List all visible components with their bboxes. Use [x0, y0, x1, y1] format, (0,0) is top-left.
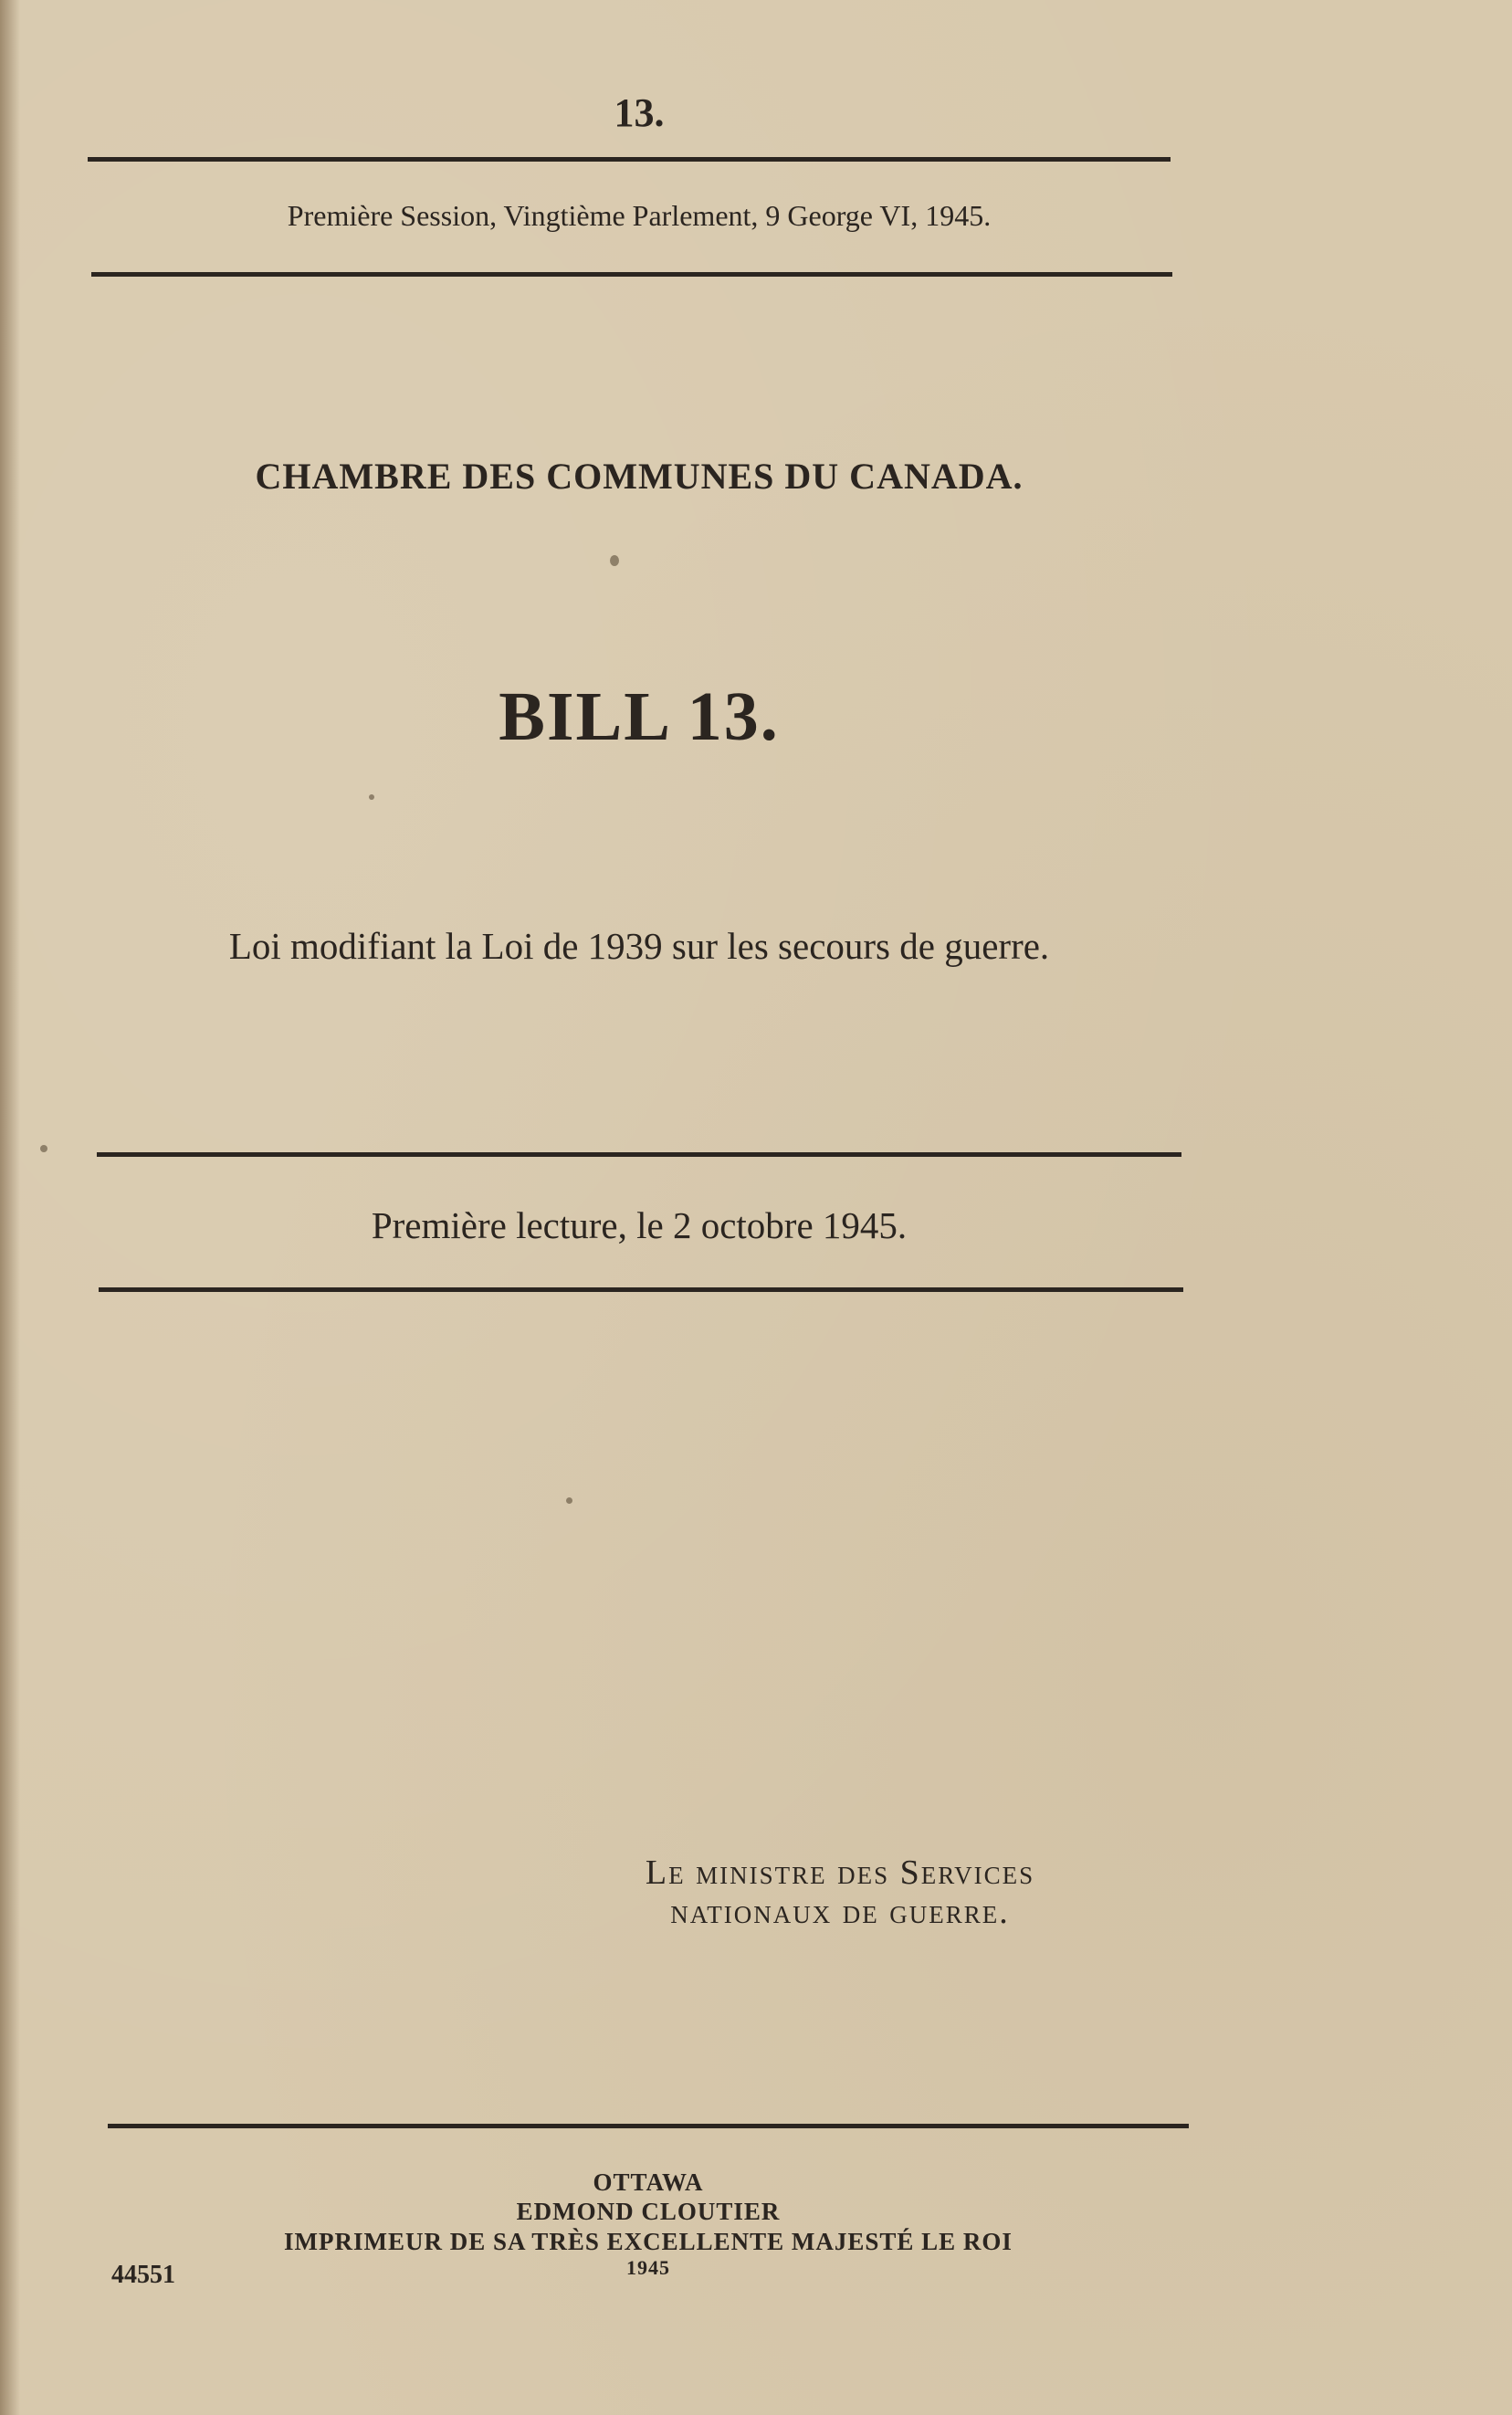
- paper-speck: [369, 794, 374, 800]
- paper-speck: [610, 555, 619, 566]
- imprint-city: OTTAWA: [593, 2168, 704, 2196]
- rule-session-bottom: [91, 272, 1172, 277]
- paper-speck: [40, 1145, 47, 1152]
- imprint-year: 1945: [626, 2256, 670, 2280]
- bill-title: BILL 13.: [499, 678, 780, 755]
- rule-reading-bottom: [99, 1287, 1183, 1292]
- imprint-block: [0, 2168, 1297, 2281]
- session-line: Première Session, Vingtième Parlement, 9 George VI, 1945.: [287, 199, 992, 232]
- act-title: Loi modifiant la Loi de 1939 sur les secours de guerre.: [228, 925, 1050, 967]
- imprint-printer: EDMOND CLOUTIER: [516, 2198, 781, 2226]
- minister-line-1: Le ministre des Services: [645, 1853, 1035, 1892]
- imprint-printer-title: IMPRIMEUR DE SA TRÈS EXCELLENTE MAJESTÉ LE ROI: [284, 2227, 1013, 2255]
- rule-top: [88, 157, 1171, 162]
- paper-speck: [566, 1497, 572, 1504]
- house-name: CHAMBRE DES COMMUNES DU CANADA.: [255, 456, 1024, 497]
- minister-signature-block: [511, 1853, 1169, 1931]
- minister-line-2: nationaux de guerre.: [670, 1892, 1010, 1931]
- rule-reading-top: [97, 1152, 1181, 1157]
- rule-imprint-top: [108, 2124, 1189, 2128]
- header-number: 13.: [614, 90, 665, 135]
- job-number: 44551: [111, 2261, 175, 2289]
- first-reading-date: Première lecture, le 2 octobre 1945.: [371, 1204, 908, 1246]
